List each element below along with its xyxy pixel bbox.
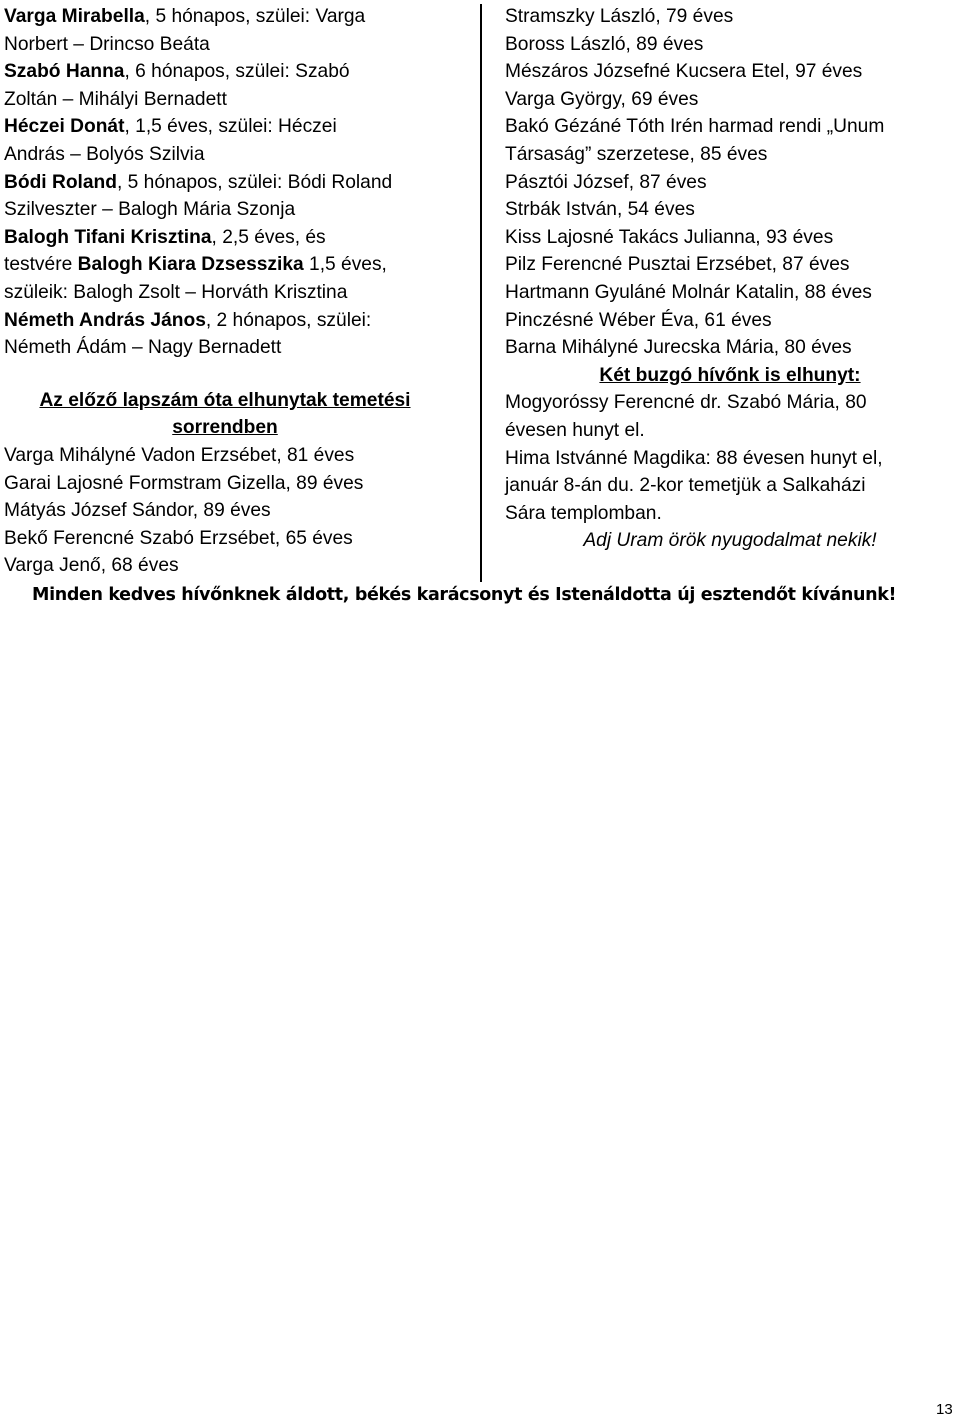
faithful-line: Mogyoróssy Ferencné dr. Szabó Mária, 80: [505, 392, 867, 414]
deaths-heading: Az előző lapszám óta elhunytak temetési sorrendben: [39, 389, 411, 439]
baptism-details: Zoltán – Mihályi Bernadett: [4, 88, 227, 110]
left-column: [4, 3, 474, 580]
death-entry: Mészáros Józsefné Kucsera Etel, 97 éves: [505, 61, 863, 83]
faithful-list: [505, 389, 955, 527]
baptism-line: [4, 169, 474, 197]
baptism-details: Szilveszter – Balogh Mária Szonja: [4, 199, 296, 221]
baptism-line: [4, 196, 474, 224]
baptism-line: [4, 58, 474, 86]
child-name: Németh András János: [4, 309, 206, 331]
column-divider: [480, 4, 482, 582]
baptism-details: , 6 hónapos, szülei: Szabó: [124, 61, 350, 83]
baptism-details: , 5 hónapos, szülei: Bódi Roland: [116, 171, 393, 193]
baptism-line: [4, 251, 474, 279]
faithful-heading: Két buzgó hívőnk is elhunyt:: [599, 364, 861, 386]
page-number: 13: [936, 1401, 953, 1418]
baptism-details: Norbert – Drincso Beáta: [4, 33, 210, 55]
baptism-details: , 5 hónapos, szülei: Varga: [144, 6, 366, 27]
death-list-right: [505, 3, 955, 362]
baptism-line: [4, 31, 474, 59]
faithful-line: Hima Istvánné Magdika: 88 évesen hunyt el,: [505, 447, 883, 469]
baptism-line: [4, 141, 474, 169]
child-name: Balogh Kiara Dzsesszika: [77, 254, 304, 276]
prayer-line: Adj Uram örök nyugodalmat nekik!: [583, 530, 877, 552]
baptism-details: Németh Ádám – Nagy Bernadett: [4, 337, 282, 359]
child-name: Héczei Donát: [4, 116, 125, 138]
death-entry: Társaság” szerzetese, 85 éves: [505, 143, 768, 165]
death-entry: Boross László, 89 éves: [505, 33, 704, 55]
faithful-line: január 8-án du. 2-kor temetjük a Salkaházi: [505, 475, 866, 497]
baptism-line: [4, 3, 474, 31]
death-entry: Stramszky László, 79 éves: [505, 6, 734, 27]
death-entry: Barna Mihályné Jurecska Mária, 80 éves: [505, 337, 852, 359]
christmas-greeting: Minden kedves hívőnknek áldott, békés karácsonyt és Istenáldotta új esztendőt kívánunk!: [32, 585, 897, 605]
death-entry: Bakó Gézáné Tóth Irén harmad rendi „Unum: [505, 116, 885, 138]
baptism-details: 1,5 éves,: [303, 254, 387, 276]
death-entry: Kiss Lajosné Takács Julianna, 93 éves: [505, 226, 834, 248]
death-entry: Garai Lajosné Formstram Gizella, 89 éves: [4, 472, 364, 494]
death-entry: Hartmann Gyuláné Molnár Katalin, 88 éves: [505, 281, 872, 303]
child-name: Bódi Roland: [4, 171, 117, 193]
death-entry: Pilz Ferencné Pusztai Erzsébet, 87 éves: [505, 254, 850, 276]
death-entry: Strbák István, 54 éves: [505, 199, 695, 221]
death-entry: Varga Mihályné Vadon Erzsébet, 81 éves: [4, 444, 355, 466]
child-name: Varga Mirabella: [4, 6, 145, 27]
baptism-line: [4, 86, 474, 114]
baptism-line: [4, 279, 474, 307]
baptism-details: , 2 hónapos, szülei:: [205, 309, 372, 331]
death-entry: Pásztói József, 87 éves: [505, 171, 707, 193]
death-entry: Varga Jenő, 68 éves: [4, 555, 179, 577]
right-column: [505, 3, 955, 555]
death-entry: Varga György, 69 éves: [505, 88, 699, 110]
child-name: Szabó Hanna: [4, 61, 125, 83]
baptism-details: , 1,5 éves, szülei: Héczei: [124, 116, 337, 138]
baptism-prefix: testvére: [4, 254, 78, 276]
baptism-line: [4, 307, 474, 335]
baptism-line: [4, 113, 474, 141]
baptism-details: szüleik: Balogh Zsolt – Horváth Krisztina: [4, 281, 348, 303]
faithful-line: Sára templomban.: [505, 502, 662, 524]
baptism-details: , 2,5 éves, és: [211, 226, 326, 248]
death-entry: Mátyás József Sándor, 89 éves: [4, 500, 271, 522]
baptism-list: [4, 3, 474, 362]
child-name: Balogh Tifani Krisztina: [4, 226, 212, 248]
death-list-left: [4, 442, 474, 580]
baptism-line: [4, 224, 474, 252]
faithful-line: évesen hunyt el.: [505, 419, 645, 441]
baptism-details: András – Bolyós Szilvia: [4, 143, 205, 165]
baptism-line: [4, 334, 474, 362]
death-entry: Bekő Ferencné Szabó Erzsébet, 65 éves: [4, 527, 353, 549]
death-entry: Pinczésné Wéber Éva, 61 éves: [505, 309, 772, 331]
